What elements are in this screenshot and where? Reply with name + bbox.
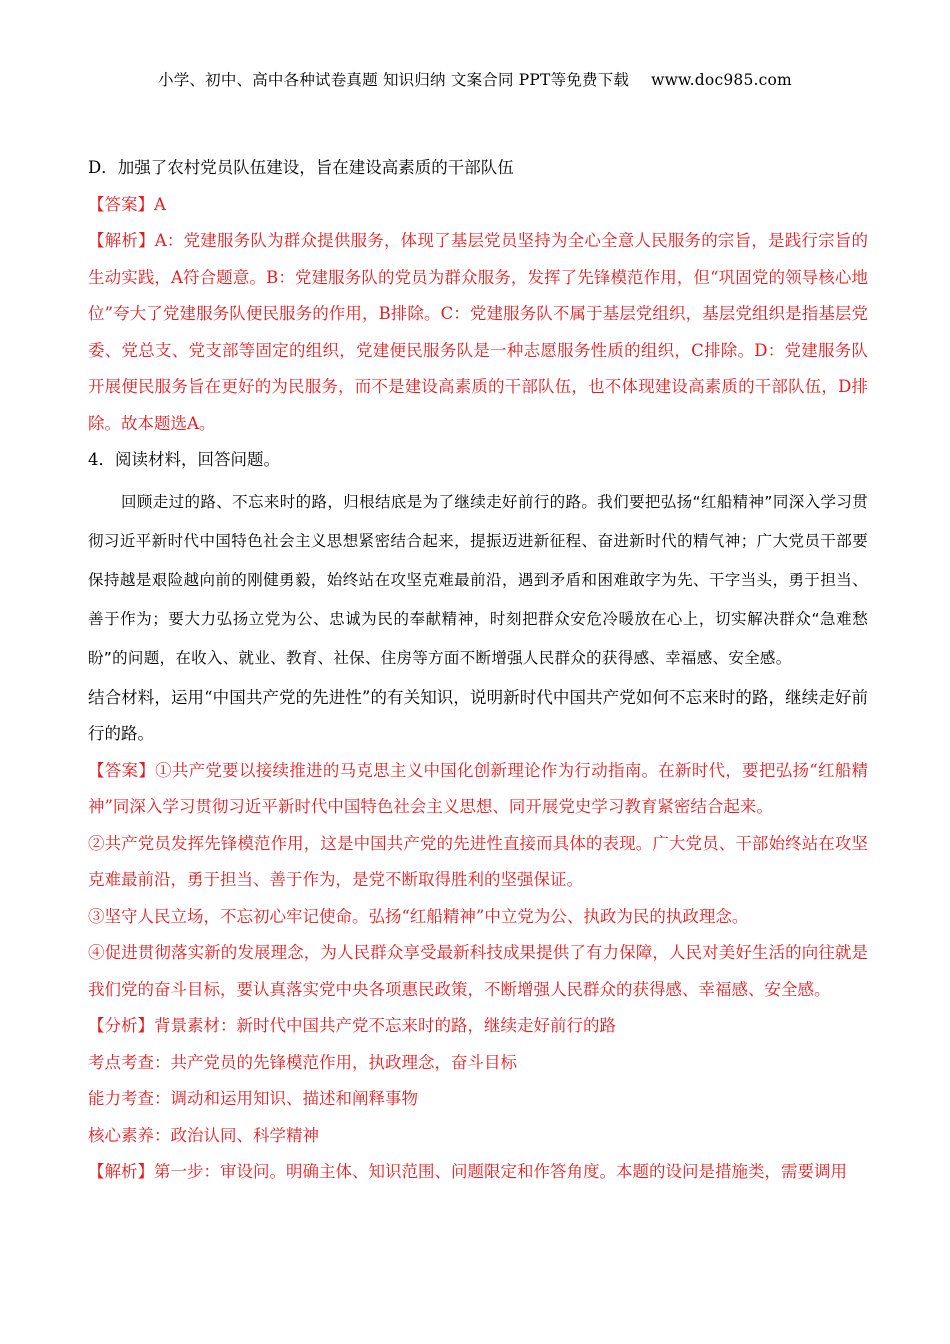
page-header: [0, 68, 950, 90]
explain-text: 第一步：审设问。明确主体、知识范围、问题限定和作答角度。本题的设问是措施类，需要调用: [154, 1162, 847, 1181]
q4-answer-1: [88, 753, 868, 826]
document-body: [88, 150, 868, 1191]
answer-item-1: ①共产党要以接续推进的马克思主义中国化创新理论作为行动指南。在新时代，要把弘扬“红船精神”同深入学习贯彻习近平新时代中国特色社会主义思想、同开展党史学习教育紧密结合起来。: [88, 760, 868, 816]
q4-answer-4: ④促进贯彻落实新的发展理念，为人民群众享受最新科技成果提供了有力保障，人民对美好生活的向往就是我们党的奋斗目标，要认真落实党中央各项惠民政策，不断增强人民群众的获得感、幸福感、安全感。: [88, 943, 868, 999]
analysis-tag: 【解析】: [88, 231, 155, 250]
option-d: D．加强了农村党员队伍建设，旨在建设高素质的干部队伍: [88, 158, 514, 177]
analysis-bg-text: 背景素材：新时代中国共产党不忘来时的路，继续走好前行的路: [154, 1016, 616, 1035]
q3-analysis: [88, 223, 868, 442]
analysis-tag: 【分析】: [88, 1016, 154, 1035]
answer-tag: 【答案】: [88, 760, 156, 780]
q4-title: 4．阅读材料，回答问题。: [88, 450, 280, 469]
q4-explain: [88, 1154, 868, 1191]
q4-answer-3: ③坚守人民立场，不忘初心牢记使命。弘扬“红船精神”中立党为公、执政为民的执政理念。: [88, 906, 749, 926]
q3-answer: [88, 187, 868, 224]
q4-answer-2: ②共产党员发挥先锋模范作用，这是中国共产党的先进性直接而具体的表现。广大党员、干部始终站在攻坚克难最前沿，勇于担当、善于作为，是党不断取得胜利的坚强保证。: [88, 833, 868, 889]
q4-analysis-bg: [88, 1008, 868, 1045]
answer-value: A: [154, 194, 166, 214]
q4-material: 回顾走过的路、不忘来时的路，归根结底是为了继续走好前行的路。我们要把弘扬“红船精神”同深入学习贯彻习近平新时代中国特色社会主义思想紧密结合起来，提振迈进新征程、奋进新时代的精气神；广大党员干部要保持越是艰险越向前的刚健勇毅，始终站在攻坚克难最前沿，遇到矛盾和困难敢字为先、干字当头，勇于担当、善于作为；要大力弘扬立党为公、忠诚为民的奉献精神，时刻把群众安危冷暖放在心上，切实解决群众“急难愁盼”的问题，在收入、就业、教育、社保、住房等方面不断增强人民群众的获得感、幸福感、安全感。: [88, 492, 868, 667]
q4-analysis-core: 核心素养：政治认同、科学精神: [88, 1125, 319, 1145]
header-text: 小学、初中、高中各种试卷真题 知识归纳 文案合同 PPT等免费下载: [158, 71, 630, 89]
q4-analysis-points: 考点考查：共产党员的先锋模范作用，执政理念，奋斗目标: [88, 1052, 517, 1072]
q4-analysis-ability: 能力考查：调动和运用知识、描述和阐释事物: [88, 1089, 418, 1108]
answer-tag: 【答案】: [88, 194, 154, 214]
header-site-link[interactable]: www.doc985.com: [651, 71, 792, 89]
explain-tag: 【解析】: [88, 1162, 154, 1181]
analysis-text: A：党建服务队为群众提供服务，体现了基层党员坚持为全心全意人民服务的宗旨，是践行宗旨的生动实践，A符合题意。B：党建服务队的党员为群众服务，发挥了先锋模范作用，但“巩固党的领导核心地位”夸大了党建服务队便民服务的作用，B排除。C：党建服务队不属于基层党组织，基层党组织是指基层党委、党总支、党支部等固定的组织，党建便民服务队是一种志愿服务性质的组织，C排除。D：党建服务队开展便民服务旨在更好的为民服务，而不是建设高素质的干部队伍，也不体现建设高素质的干部队伍，D排除。故本题选A。: [88, 231, 869, 433]
q4-question: 结合材料，运用“中国共产党的先进性”的有关知识，说明新时代中国共产党如何不忘来时的路，继续走好前行的路。: [88, 687, 868, 743]
